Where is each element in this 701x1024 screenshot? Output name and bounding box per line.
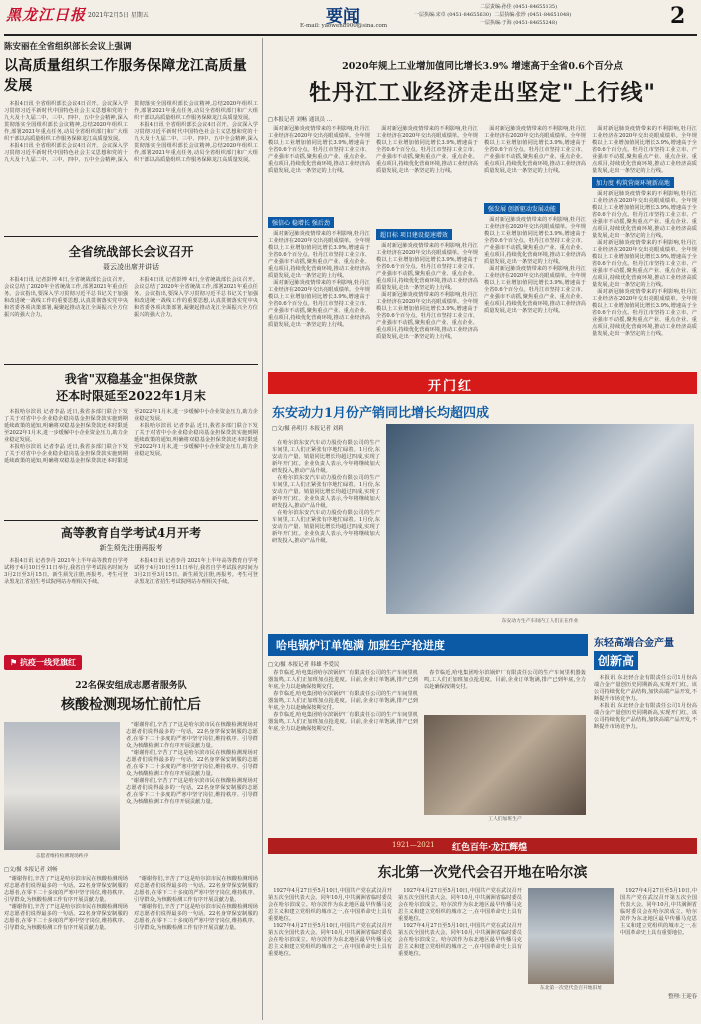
story-body: 本报哈尔滨讯 记者李晶 近日,我省多部门联合下发了关于对省中小企业稳企稳岗基金担保贷款实施到期延续政策的通知,明确将双稳基金担保贷款还本时限延至2022年1月末,进一步缓解中小企业资金压力,助力企业稳定发展。 <box>134 423 258 457</box>
story-mudanjiang-industry <box>268 40 697 370</box>
column-divider <box>262 38 263 1020</box>
story-body: 本报4日讯 全省组织部长会议4日召开。会议深入学习贯彻习近平新时代中国特色社会主义思想和党的十九大及十九届二中、三中、四中、五中全会精神,深入贯彻落实全国组织部长会议精神,总结2020年组织工作,部署2021年重点任务,动员全省组织部门和广大组织干部以高质量组织工作服务保障龙江高质量发展。 <box>4 101 258 163</box>
banner-anti-epidemic <box>4 655 82 670</box>
factory-photo <box>386 424 694 614</box>
story-headline: 创新高 <box>594 651 638 670</box>
flag-icon: ⚑ <box>10 657 18 667</box>
story-body: 本报4日讯 记者彭博 4日,全省统战部长会议召开。会议总结了2020年全省统战工作,部署2021年重点任务。会议指出,要深入学习贯彻习近平总书记关于加强和改进统一战线工作的重要思想,认真贯彻落实党中央和省委各项决策部署,凝聚起推动龙江全面振兴全方位振兴的强大合力。 <box>4 277 128 318</box>
volunteer-photo <box>4 722 120 850</box>
story-body: 面对新冠肺炎疫情带来的不利影响,牡丹江工业经济在2020年交出亮眼成绩单。全年规模以上工业增加值同比增长3.9%,增速高于全省0.6个百分点。牡丹江市坚持工业立市、产业强市不动摇,聚焦重点产业、重点企业、重点项目,持续优化营商环境,推动工业经济高质量发展,走出一条坚定的上行线。 <box>268 231 370 279</box>
story-body: 面对新冠肺炎疫情带来的不利影响,牡丹江工业经济在2020年交出亮眼成绩单。全年规模以上工业增加值同比增长3.9%,增速高于全省0.6个百分点。牡丹江市坚持工业立市、产业强市不动摇,聚焦重点产业、重点企业、重点项目,持续优化营商环境,推动工业经济高质量发展,走出一条坚定的上行线。 <box>376 126 478 174</box>
story-headline: 哈电锅炉订单饱满 加班生产抢进度 <box>268 634 588 656</box>
story-body: 面对新冠肺炎疫情带来的不利影响,牡丹江工业经济在2020年交出亮眼成绩单。全年规模以上工业增加值同比增长3.9%,增速高于全省0.6个百分点。牡丹江市坚持工业立市、产业强市不动摇,聚焦重点产业、重点企业、重点项目,持续优化营商环境,推动工业经济高质量发展,走出一条坚定的上行线。 <box>484 126 586 174</box>
story-body: 本报4日讯 记者李丹 2021年上半年高等教育自学考试将于4月10日至11日举行,我省自学考试报名时间为3月2日至3月15日。新生须先注册,再报考。考生可登录黑龙江省招生考试院网站办理相关手续。 <box>134 558 258 585</box>
section-kicker: 强信心 稳增长 强后劲 <box>268 217 334 228</box>
story-headline: 还本时限延至2022年1月末 <box>56 389 206 403</box>
story-boiler-orders <box>268 634 588 834</box>
section-email: E-mail: yaowen8900@sina.com <box>300 23 388 29</box>
story-body: 春节临近,哈电集团哈尔滨锅炉厂有限责任公司的生产车间里机器轰鸣,工人们正加班加点抢进度。目前,企业订单饱满,排产已到年底,全力以赴确保按期交付。 <box>268 670 418 690</box>
story-party-history <box>268 838 697 1020</box>
story-byline: □文/摄 本报记者 刘畅 <box>4 867 58 873</box>
story-byline: □文/摄 孙明月 本报记者 刘莉 <box>272 426 344 432</box>
story-body: 1927年4月27日至5月10日,中国共产党在武汉召开第五次全国代表大会。同年10月,中共满洲省临时委员会在哈尔滨成立。哈尔滨作为东北地区最早传播马克思主义和建立党组织的城市之一,在中国革命史上具有重要地位。 <box>398 888 522 922</box>
editor-line: 二层责编:孙佳 (0451-84655135) <box>480 4 558 10</box>
masthead-rule <box>4 34 697 36</box>
story-pretitle: 陈安丽在全省组织部长会议上强调 <box>4 42 132 52</box>
story-body: 面对新冠肺炎疫情带来的不利影响,牡丹江工业经济在2020年交出亮眼成绩单。全年规模以上工业增加值同比增长3.9%,增速高于全省0.6个百分点。牡丹江市坚持工业立市、产业强市不动摇,聚焦重点产业、重点企业、重点项目,持续优化营商环境,推动工业经济高质量发展,走出一条坚定的上行线。 <box>376 292 478 340</box>
story-body: 面对新冠肺炎疫情带来的不利影响,牡丹江工业经济在2020年交出亮眼成绩单。全年规模以上工业增加值同比增长3.9%,增速高于全省0.6个百分点。牡丹江市坚持工业立市、产业强市不动摇,聚焦重点产业、重点企业、重点项目,持续优化营商环境,推动工业经济高质量发展,走出一条坚定的上行线。 <box>484 266 586 314</box>
banner-years: 1921—2021 <box>392 841 435 849</box>
open-red-banner <box>268 372 697 394</box>
masthead <box>0 0 701 34</box>
story-separator <box>4 520 258 521</box>
story-headline: 以高质量组织工作服务保障龙江高质量发展 <box>4 58 248 94</box>
story-byline: □文/摄 本报记者 韩雄 李爱民 <box>268 662 340 668</box>
story-body: 本报讯 东北轻合金有限责任公司1月份高端合金产量创历史同期新高,实现开门红。该公司持续优化产品结构,加快高端产品开发,不断提升市场竞争力。 <box>594 675 697 702</box>
story-body: 面对新冠肺炎疫情带来的不利影响,牡丹江工业经济在2020年交出亮眼成绩单。全年规模以上工业增加值同比增长3.9%,增速高于全省0.6个百分点。牡丹江市坚持工业立市、产业强市不动摇,聚焦重点产业、重点企业、重点项目,持续优化营商环境,推动工业经济高质量发展,走出一条坚定的上行线。 <box>484 217 586 265</box>
story-body: 在哈尔滨东安汽车动力股份有限公司的生产车间里,工人们正紧张有序地忙碌着。1月份,东安动力产量、销量同比增长均超过四成,实现了新年开门红。企业负责人表示,今年将继续加大研发投入,推动产品升级。 <box>272 440 380 474</box>
story-body: "谢谢你们,辛苦了!"这是哈尔滨市民在核酸检测现场对志愿者们说得最多的一句话。22名身穿保安制服的志愿者,在零下二十多度的严寒中坚守岗位,维持秩序、引导群众,为核酸检测工作有序开展贡献力量。 <box>126 778 258 805</box>
story-headline: 东轻高端合金产量 <box>594 638 674 649</box>
story-united-front-meeting <box>4 240 258 362</box>
story-body: "谢谢你们,辛苦了!"这是哈尔滨市民在核酸检测现场对志愿者们说得最多的一句话。22名身穿保安制服的志愿者,在零下二十多度的严寒中坚守岗位,维持秩序、引导群众,为核酸检测工作有序开展贡献力量。 <box>134 876 258 903</box>
photo-caption: 工人们加班生产 <box>488 817 522 822</box>
story-body: 本报哈尔滨讯 记者李晶 近日,我省多部门联合下发了关于对省中小企业稳企稳岗基金担保贷款实施到期延续政策的通知,明确将双稳基金担保贷款还本时限延至2022年1月末,进一步缓解中小企业资金压力,助力企业稳定发展。 <box>4 409 258 464</box>
editor-line: 一层执编:于海 (0451-84655248) <box>480 20 558 26</box>
story-body: 在哈尔滨东安汽车动力股份有限公司的生产车间里,工人们正紧张有序地忙碌着。1月份,东安动力产量、销量同比增长均超过四成,实现了新年开门红。企业负责人表示,今年将继续加大研发投入,推动产品升级。 <box>272 475 380 509</box>
story-body: 1927年4月27日至5月10日,中国共产党在武汉召开第五次全国代表大会。同年10月,中共满洲省临时委员会在哈尔滨成立。哈尔滨作为东北地区最早传播马克思主义和建立党组织的城市之一,在中国革命史上具有重要地位。 <box>398 923 522 957</box>
section-kicker: 强发展 创新驱动发展动能 <box>484 203 560 214</box>
story-subhead: 新生须先注册再报考 <box>99 544 163 552</box>
editor-credits <box>414 3 664 27</box>
story-body: 春节临近,哈电集团哈尔滨锅炉厂有限责任公司的生产车间里机器轰鸣,工人们正加班加点抢进度。目前,企业订单饱满,排产已到年底,全力以赴确保按期交付。 <box>268 691 418 711</box>
photo-caption: 东北第一次党代会召开地旧址 <box>539 986 603 991</box>
story-body: 面对新冠肺炎疫情带来的不利影响,牡丹江工业经济在2020年交出亮眼成绩单。全年规模以上工业增加值同比增长3.9%,增速高于全省0.6个百分点。牡丹江市坚持工业立市、产业强市不动摇,聚焦重点产业、重点企业、重点项目,持续优化营商环境,推动工业经济高质量发展,走出一条坚定的上行线。 <box>592 126 697 174</box>
banner-label: 红色百年·龙江辉煌 <box>452 843 528 853</box>
newspaper-logo: 黑龙江日报 <box>6 6 87 24</box>
story-body: 本报4日讯 记者彭博 4日,全省统战部长会议召开。会议总结了2020年全省统战工作,部署2021年重点任务。会议指出,要深入学习贯彻习近平总书记关于加强和改进统一战线工作的重要思想,认真贯彻落实党中央和省委各项决策部署,凝聚起推动龙江全面振兴全方位振兴的强大合力。 <box>134 277 258 318</box>
story-body: 本报哈尔滨讯 记者李晶 近日,我省多部门联合下发了关于对省中小企业稳企稳岗基金担保贷款实施到期延续政策的通知,明确将双稳基金担保贷款还本时限延至2022年1月末,进一步缓解中小企业资金压力,助力企业稳定发展。 <box>4 409 128 443</box>
issue-date: 2021年2月5日 星期五 <box>88 12 149 19</box>
story-dual-stability-fund <box>4 370 258 518</box>
story-pretitle: 22名保安组成志愿者服务队 <box>75 681 187 691</box>
story-body: "谢谢你们,辛苦了!"这是哈尔滨市民在核酸检测现场对志愿者们说得最多的一句话。22名身穿保安制服的志愿者,在零下二十多度的严寒中坚守岗位,维持秩序、引导群众,为核酸检测工作有序开展贡献力量。 <box>126 750 258 777</box>
history-banner <box>268 838 697 854</box>
story-headline: 我省"双稳基金"担保贷款 <box>64 372 198 386</box>
story-body: 面对新冠肺炎疫情带来的不利影响,牡丹江工业经济在2020年交出亮眼成绩单。全年规模以上工业增加值同比增长3.9%,增速高于全省0.6个百分点。牡丹江市坚持工业立市、产业强市不动摇,聚焦重点产业、重点企业、重点项目,持续优化营商环境,推动工业经济高质量发展,走出一条坚定的上行线。 <box>592 240 697 288</box>
section-kicker: 加力度 构筑营商环境新高地 <box>592 177 674 188</box>
photo-caption: 东安动力生产车间内工人们正在作业 <box>501 619 579 624</box>
story-subhead: 聂云凌出席并讲话 <box>103 263 159 271</box>
story-body: "谢谢你们,辛苦了!"这是哈尔滨市民在核酸检测现场对志愿者们说得最多的一句话。22名身穿保安制服的志愿者,在零下二十多度的严寒中坚守岗位,维持秩序、引导群众,为核酸检测工作有序开展贡献力量。 <box>134 904 258 931</box>
story-body: 面对新冠肺炎疫情带来的不利影响,牡丹江工业经济在2020年交出亮眼成绩单。全年规模以上工业增加值同比增长3.9%,增速高于全省0.6个百分点。牡丹江市坚持工业立市、产业强市不动摇,聚焦重点产业、重点企业、重点项目,持续优化营商环境,推动工业经济高质量发展,走出一条坚定的上行线。 <box>268 280 370 328</box>
story-body: 面对新冠肺炎疫情带来的不利影响,牡丹江工业经济在2020年交出亮眼成绩单。全年规模以上工业增加值同比增长3.9%,增速高于全省0.6个百分点。牡丹江市坚持工业立市、产业强市不动摇,聚焦重点产业、重点企业、重点项目,持续优化营商环境,推动工业经济高质量发展,走出一条坚定的上行线。 <box>376 243 478 291</box>
story-pretitle: 2020年规上工业增加值同比增长3.9% 增速高于全省0.6个百分点 <box>342 61 623 72</box>
story-body: 在哈尔滨东安汽车动力股份有限公司的生产车间里,工人们正紧张有序地忙碌着。1月份,东安动力产量、销量同比增长均超过四成,实现了新年开门红。企业负责人表示,今年将继续加大研发投入,推动产品升级。 <box>272 510 380 544</box>
open-red-section <box>268 372 697 632</box>
editor-line: 二层执编:张珍 (0451-84651048) <box>494 12 572 18</box>
story-separator <box>4 236 258 237</box>
story-organization-meeting <box>4 40 258 240</box>
page-number: 2 <box>670 3 686 29</box>
story-body: 1927年4月27日至5月10日,中国共产党在武汉召开第五次全国代表大会。同年10月,中共满洲省临时委员会在哈尔滨成立。哈尔滨作为东北地区最早传播马克思主义和建立党组织的城市之一,在中国革命史上具有重要地位。 <box>268 888 392 922</box>
story-body: 1927年4月27日至5月10日,中国共产党在武汉召开第五次全国代表大会。同年10月,中共满洲省临时委员会在哈尔滨成立。哈尔滨作为东北地区最早传播马克思主义和建立党组织的城市之一,在中国革命史上具有重要地位。 <box>268 923 392 957</box>
story-body: 1927年4月27日至5月10日,中国共产党在武汉召开第五次全国代表大会。同年10月,中共满洲省临时委员会在哈尔滨成立。哈尔滨作为东北地区最早传播马克思主义和建立党组织的城市之一,在中国革命史上具有重要地位。 <box>620 888 697 936</box>
story-body: 本报4日讯 全省组织部长会议4日召开。会议深入学习贯彻习近平新时代中国特色社会主义思想和党的十九大及十九届二中、三中、四中、五中全会精神,深入贯彻落实全国组织部长会议精神,总结2020年组织工作,部署2021年重点任务,动员全省组织部门和广大组织干部以高质量组织工作服务保障龙江高质量发展。 <box>4 101 128 142</box>
story-separator <box>4 364 258 365</box>
editor-line: 一层执编:宋卓 (0451-84655630) <box>414 12 492 18</box>
history-photo <box>528 888 614 984</box>
story-body: 面对新冠肺炎疫情带来的不利影响,牡丹江工业经济在2020年交出亮眼成绩单。全年规模以上工业增加值同比增长3.9%,增速高于全省0.6个百分点。牡丹江市坚持工业立市、产业强市不动摇,聚焦重点产业、重点企业、重点项目,持续优化营商环境,推动工业经济高质量发展,走出一条坚定的上行线。 <box>592 289 697 337</box>
story-volunteers <box>4 650 258 1020</box>
story-body: 本报4日讯 全省组织部长会议4日召开。会议深入学习贯彻习近平新时代中国特色社会主义思想和党的十九大及十九届二中、三中、四中、五中全会精神,深入贯彻落实全国组织部长会议精神,总结2020年组织工作,部署2021年重点任务,动员全省组织部门和广大组织干部以高质量组织工作服务保障龙江高质量发展。 <box>134 122 258 163</box>
photo-caption: 志愿者维持检测现场秩序 <box>35 854 89 859</box>
story-body: "谢谢你们,辛苦了!"这是哈尔滨市民在核酸检测现场对志愿者们说得最多的一句话。22名身穿保安制服的志愿者,在零下二十多度的严寒中坚守岗位,维持秩序、引导群众,为核酸检测工作有序开展贡献力量。 <box>126 722 258 749</box>
story-body: "谢谢你们,辛苦了!"这是哈尔滨市民在核酸检测现场对志愿者们说得最多的一句话。22名身穿保安制服的志愿者,在零下二十多度的严寒中坚守岗位,维持秩序、引导群众,为核酸检测工作有序开展贡献力量。 <box>4 876 128 903</box>
story-body: 面对新冠肺炎疫情带来的不利影响,牡丹江工业经济在2020年交出亮眼成绩单。全年规模以上工业增加值同比增长3.9%,增速高于全省0.6个百分点。牡丹江市坚持工业立市、产业强市不动摇,聚焦重点产业、重点企业、重点项目,持续优化营商环境,推动工业经济高质量发展,走出一条坚定的上行线。 <box>268 126 370 174</box>
story-headline: 核酸检测现场忙前忙后 <box>61 697 201 713</box>
story-headline: 东安动力1月份产销同比增长均超四成 <box>272 406 490 421</box>
section-kicker: 超目标 项目建设提速增效 <box>376 229 452 240</box>
story-body: 本报4日讯 记者李丹 2021年上半年高等教育自学考试将于4月10日至11日举行,我省自学考试报名时间为3月2日至3月15日。新生须先注册,再报考。考生可登录黑龙江省招生考试院网站办理相关手续。 <box>4 558 128 585</box>
section-title: 要闻 <box>326 7 360 27</box>
story-body: 面对新冠肺炎疫情带来的不利影响,牡丹江工业经济在2020年交出亮眼成绩单。全年规模以上工业增加值同比增长3.9%,增速高于全省0.6个百分点。牡丹江市坚持工业立市、产业强市不动摇,聚焦重点产业、重点企业、重点项目,持续优化营商环境,推动工业经济高质量发展,走出一条坚定的上行线。 <box>592 191 697 239</box>
story-self-study-exam <box>4 524 258 646</box>
story-body: 春节临近,哈电集团哈尔滨锅炉厂有限责任公司的生产车间里机器轰鸣,工人们正加班加点抢进度。目前,企业订单饱满,排产已到年底,全力以赴确保按期交付。 <box>268 712 418 732</box>
boiler-photo <box>424 715 586 815</box>
story-headline: 高等教育自学考试4月开考 <box>60 526 202 540</box>
story-headline: 东北第一次党代会召开地在哈尔滨 <box>377 865 588 881</box>
story-headline: 牡丹江工业经济走出坚定"上行线" <box>309 80 656 106</box>
banner-label: 抗疫一线党旗红 <box>19 657 76 667</box>
story-body: "谢谢你们,辛苦了!"这是哈尔滨市民在核酸检测现场对志愿者们说得最多的一句话。22名身穿保安制服的志愿者,在零下二十多度的严寒中坚守岗位,维持秩序、引导群众,为核酸检测工作有序开展贡献力量。 <box>4 904 128 931</box>
story-headline: 全省统战部长会议召开 <box>68 244 194 259</box>
story-body: 春节临近,哈电集团哈尔滨锅炉厂有限责任公司的生产车间里机器轰鸣,工人们正加班加点抢进度。目前,企业订单饱满,排产已到年底,全力以赴确保按期交付。 <box>424 670 586 690</box>
story-byline: □本报记者 刘畅 通讯员 … <box>268 117 333 123</box>
open-red-badge: 开门红 <box>428 379 474 394</box>
story-dongqing-alloy <box>594 634 697 834</box>
story-editor: 整理:王迎春 <box>668 994 697 1000</box>
story-body: 本报讯 东北轻合金有限责任公司1月份高端合金产量创历史同期新高,实现开门红。该公司持续优化产品结构,加快高端产品开发,不断提升市场竞争力。 <box>594 703 697 730</box>
